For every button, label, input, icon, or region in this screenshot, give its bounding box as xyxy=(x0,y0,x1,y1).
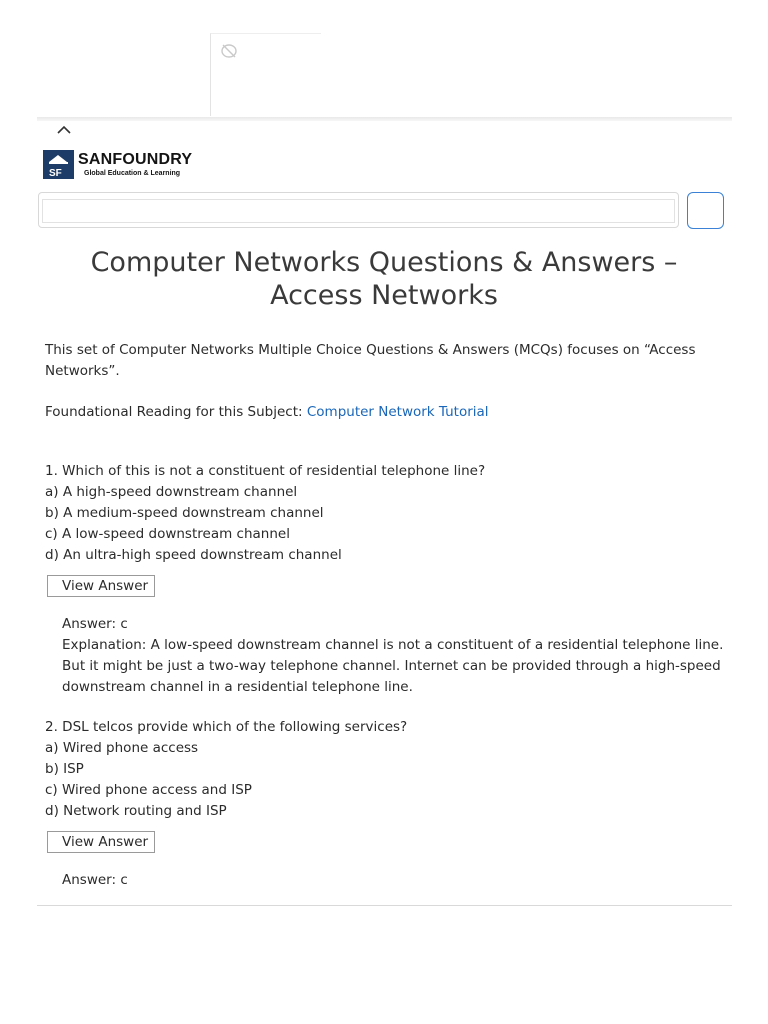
view-answer-button[interactable]: View Answer xyxy=(47,831,155,853)
option-b: b) ISP xyxy=(45,761,84,777)
question-text: 2. DSL telcos provide which of the following services? xyxy=(45,719,408,735)
ad-choices-icon[interactable] xyxy=(220,43,238,59)
answer-text: Answer: c xyxy=(62,872,128,888)
option-a: a) A high-speed downstream channel xyxy=(45,484,298,500)
search-button[interactable] xyxy=(687,192,724,229)
option-b: b) A medium-speed downstream channel xyxy=(45,505,324,521)
answer-block xyxy=(45,614,729,698)
chevron-up-icon xyxy=(57,125,71,134)
explanation-text: Explanation: A low-speed downstream channel is not a constituent of a residential telephone line. But it might be just a two-way telephone channel. Internet can be provided through a high-speed downstream channel in a residential telephone line. xyxy=(62,637,724,695)
page-title: Computer Networks Questions & Answers – Access Networks xyxy=(90,247,678,311)
brand-tagline: Global Education & Learning xyxy=(84,169,181,177)
logo-mark-icon xyxy=(43,150,74,179)
answer-block xyxy=(45,870,729,891)
foundational-reading xyxy=(45,402,729,423)
top-divider xyxy=(37,117,732,121)
bottom-divider xyxy=(37,905,732,906)
option-d: d) Network routing and ISP xyxy=(45,803,227,819)
brand-name: SANFOUNDRY xyxy=(78,150,193,168)
search-input[interactable] xyxy=(42,199,675,223)
view-answer-button[interactable]: View Answer xyxy=(47,575,155,597)
tutorial-link[interactable]: Computer Network Tutorial xyxy=(306,404,489,420)
question-text: 1. Which of this is not a constituent of residential telephone line? xyxy=(45,463,486,479)
option-a: a) Wired phone access xyxy=(45,740,199,756)
article-content xyxy=(45,340,729,891)
reading-label: Foundational Reading for this Subject: xyxy=(45,404,303,420)
question-2 xyxy=(45,717,729,891)
search-box xyxy=(38,192,679,228)
option-c: c) A low-speed downstream channel xyxy=(45,526,290,542)
option-c: c) Wired phone access and ISP xyxy=(45,782,252,798)
ad-frame xyxy=(210,33,321,116)
intro-text: This set of Computer Networks Multiple Choice Questions & Answers (MCQs) focuses on “Access Networks”. xyxy=(45,342,696,379)
question-1 xyxy=(45,461,729,698)
answer-text: Answer: c xyxy=(62,616,128,632)
collapse-button[interactable] xyxy=(54,121,74,137)
site-logo[interactable] xyxy=(43,149,192,179)
logo-mark-text: SF xyxy=(49,167,62,179)
option-d: d) An ultra-high speed downstream channel xyxy=(45,547,342,563)
